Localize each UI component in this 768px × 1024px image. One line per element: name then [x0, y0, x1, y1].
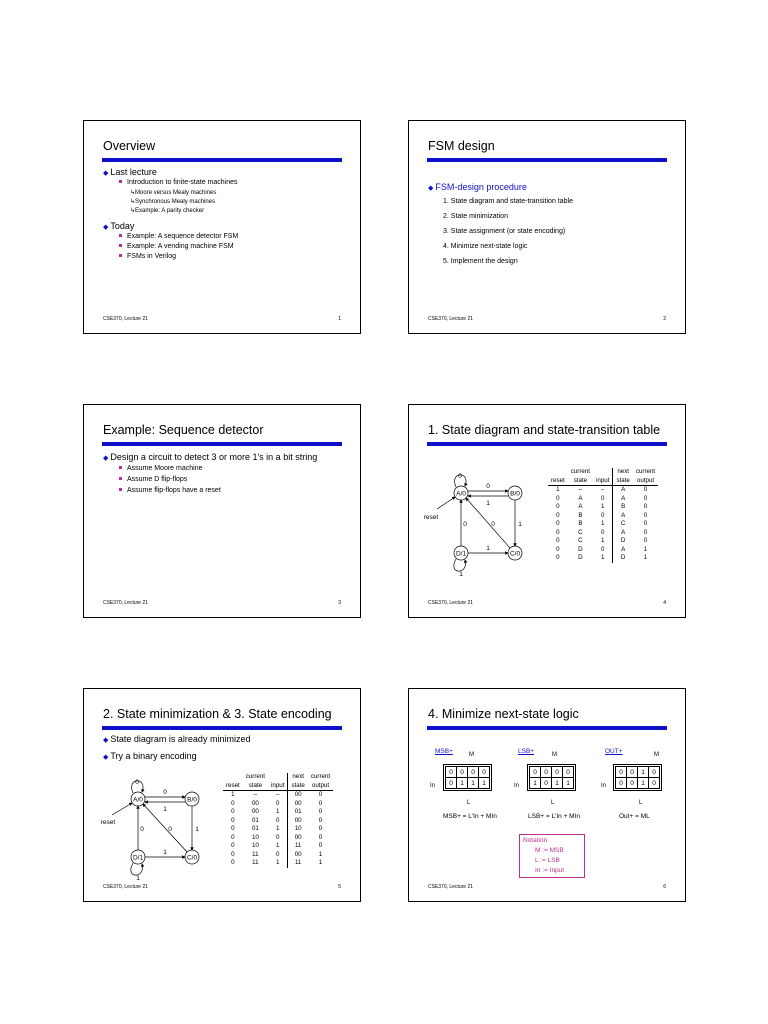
header-cell: [548, 468, 568, 477]
table-cell: 0: [318, 833, 323, 841]
table-cell: 00: [288, 851, 308, 860]
state-D: D/1: [455, 550, 467, 558]
slide-title: 2. State minimization & 3. State encoding: [103, 707, 332, 721]
slide-next-state-logic: [408, 688, 686, 902]
table-cell: 0: [231, 833, 235, 841]
header-cell: state: [613, 477, 633, 486]
table-cell: 11: [288, 842, 308, 851]
bullet-text: Example: A vending machine FSM: [127, 243, 234, 250]
bullet-text: Assume D flip-flops: [127, 476, 188, 483]
table-cell: 01: [251, 825, 259, 832]
table-row: [223, 800, 333, 809]
header-cell: next: [613, 468, 633, 477]
sub-sub-bullet: [130, 207, 204, 214]
header-cell: state: [288, 782, 308, 791]
table-cell: 0: [601, 528, 605, 536]
sub-bullet: [119, 233, 238, 240]
bullet-procedure: [428, 182, 527, 192]
table-cell: 10: [251, 842, 259, 849]
table-row: [223, 859, 333, 868]
table-cell: 0: [643, 494, 648, 502]
step-item: 4. Minimize next-state logic: [443, 243, 528, 250]
table-cell: 0: [318, 808, 323, 815]
kmap-cell: 0: [616, 767, 627, 778]
transition-label: 0: [140, 826, 144, 833]
header-cell: state: [568, 477, 593, 486]
transition-label: 0: [163, 789, 167, 796]
table-cell: 0: [556, 494, 560, 502]
diamond-bullet-icon: ◆: [103, 737, 109, 744]
slide-state-encoding: [83, 688, 361, 902]
table-cell: B: [578, 511, 583, 519]
table-cell: 1: [601, 537, 605, 544]
diamond-bullet-icon: ◆: [428, 185, 434, 192]
title-rule: [427, 158, 667, 162]
transition-label: 1: [136, 875, 140, 882]
kmap-cell: 0: [446, 767, 457, 778]
kmap-label-in: In: [430, 783, 436, 789]
table-cell: 0: [231, 825, 235, 832]
title-rule: [102, 158, 342, 162]
table-cell: D: [578, 554, 583, 561]
kmap-label-in: In: [514, 783, 520, 789]
kmap-label-l: L: [467, 800, 471, 806]
table-cell: 0: [601, 511, 605, 519]
kmap-label-l: L: [639, 800, 643, 806]
kmap-cell: 0: [552, 767, 563, 778]
kmap-msb: [443, 764, 492, 791]
table-cell: 1: [318, 850, 323, 858]
table-cell: 01: [251, 816, 259, 824]
transition-label: 1: [486, 500, 490, 507]
slide-title: 4. Minimize next-state logic: [428, 707, 579, 721]
table-cell: 0: [556, 545, 560, 553]
table-cell: 0: [556, 528, 560, 536]
table-cell: C: [578, 537, 583, 544]
table-cell: C: [613, 520, 633, 529]
table-cell: –: [601, 486, 605, 493]
transition-label: 0: [486, 483, 490, 490]
header-cell: [268, 773, 288, 782]
bullet-text: Example: A sequence detector FSM: [127, 233, 239, 240]
kmap-msb-title: MSB+: [435, 748, 453, 755]
kmap-cell: 0: [563, 767, 574, 778]
square-bullet-icon: [119, 488, 122, 491]
table-cell: 11: [288, 859, 308, 868]
table-cell: A: [613, 529, 633, 538]
transition-label: 1: [195, 826, 199, 833]
table-cell: 00: [288, 834, 308, 843]
table-cell: B: [613, 503, 633, 512]
kmap-cell: 0: [649, 767, 660, 778]
table-cell: 0: [276, 816, 280, 824]
bullet-text: Last lecture: [110, 167, 157, 177]
step-item: 1. State diagram and state-transition table: [443, 198, 573, 205]
bullet-today: [103, 221, 134, 231]
page-number: 1: [338, 316, 341, 322]
header-cell: current: [310, 773, 331, 780]
header-cell: [593, 468, 613, 477]
kmap-out-title: OUT+: [605, 748, 623, 755]
table-cell: 11: [252, 859, 259, 866]
table-row: [223, 808, 333, 817]
bullet-binary: [103, 751, 197, 761]
table-row: [223, 817, 333, 826]
table-cell: 11: [252, 850, 259, 858]
bullet-text: Today: [110, 221, 135, 231]
slide-footer: CSE370, Lecture 21: [103, 884, 149, 890]
header-cell: reset: [223, 782, 243, 791]
bullet-text: Design a circuit to detect 3 or more 1's in a bit string: [110, 452, 318, 462]
header-cell: reset: [548, 477, 568, 486]
kmap-equation: LSB+ = L'In + MIn: [528, 813, 581, 820]
table-cell: 1: [276, 859, 280, 866]
table-cell: 01: [288, 808, 308, 817]
table-cell: 0: [556, 511, 560, 519]
transition-label: 0: [463, 521, 467, 528]
table-cell: 0: [556, 554, 560, 561]
table-cell: 0: [643, 486, 648, 493]
kmap-cell: 1: [638, 778, 649, 789]
table-cell: 1: [556, 486, 560, 493]
page-number: 5: [338, 884, 341, 890]
notation-line: L := LSB: [535, 857, 560, 864]
reset-label: reset: [100, 819, 116, 826]
kmap-cell: 1: [552, 778, 563, 789]
kmap-equation: MSB+ = L'In + MIn: [443, 813, 497, 820]
state-B: B/0: [510, 490, 520, 498]
sub-bullet: [119, 243, 234, 250]
slide-title: Example: Sequence detector: [103, 423, 264, 437]
table-cell: 0: [231, 808, 235, 815]
table-cell: 0: [318, 791, 323, 798]
kmap-cell: 1: [479, 778, 490, 789]
step-item: 2. State minimization: [443, 213, 508, 220]
table-cell: 00: [288, 817, 308, 826]
kmap-equation: Out+ = ML: [619, 813, 650, 820]
table-header-row: [223, 782, 333, 791]
slide-footer: CSE370, Lecture 21: [428, 316, 474, 322]
header-cell: output: [308, 782, 333, 791]
transition-label: 1: [163, 806, 167, 813]
header-cell: [223, 773, 243, 782]
state-diagram: [96, 771, 226, 889]
table-cell: 0: [318, 842, 323, 849]
page-number: 3: [338, 600, 341, 606]
table-body: [548, 486, 658, 563]
square-bullet-icon: [119, 477, 122, 480]
table-cell: A: [578, 494, 583, 502]
table-cell: 10: [251, 833, 259, 841]
table-cell: 0: [231, 850, 235, 858]
bullet-text: Try a binary encoding: [110, 751, 197, 761]
header-cell: current: [570, 468, 591, 475]
slide-title: FSM design: [428, 139, 495, 153]
table-cell: 00: [288, 800, 308, 809]
table-cell: 0: [556, 520, 560, 527]
table-row: [223, 825, 333, 834]
transition-label: 1: [486, 545, 490, 552]
sub-bullet: [119, 465, 202, 472]
bullet-text: Synchronous Mealy machines: [135, 199, 216, 205]
table-header-row: [548, 477, 658, 486]
state-D: D/1: [132, 854, 144, 862]
table-row: [548, 537, 658, 546]
state-diagram: [419, 463, 549, 583]
sub-bullet: [119, 487, 221, 494]
state-transition-table: [548, 468, 658, 563]
table-row: [223, 834, 333, 843]
transition-label: 1: [459, 571, 463, 578]
table-cell: 10: [288, 825, 308, 834]
kmap-cell: 0: [530, 767, 541, 778]
table-cell: 00: [288, 791, 308, 800]
bullet-text: Introduction to finite-state machines: [127, 179, 238, 186]
slide-overview: [83, 120, 361, 334]
bullet-minimized: [103, 734, 250, 744]
header-cell: current: [635, 468, 656, 475]
arrow-bullet-icon: ↳: [130, 199, 136, 205]
table-cell: 00: [251, 808, 259, 815]
square-bullet-icon: [119, 244, 122, 247]
table-cell: 0: [643, 537, 648, 544]
encoded-transition-table: [223, 773, 333, 868]
kmap-label-l: L: [551, 800, 555, 806]
page-number: 6: [663, 884, 666, 890]
notation-title: Notation: [523, 837, 548, 844]
table-cell: A: [613, 486, 633, 495]
table-cell: 0: [276, 850, 280, 858]
table-row: [548, 520, 658, 529]
table-row: [548, 529, 658, 538]
sub-bullet: [119, 476, 187, 483]
state-A: A/0: [456, 490, 466, 498]
transition-label: 0: [491, 521, 495, 528]
slide-footer: CSE370, Lecture 21: [103, 600, 149, 606]
notation-box: [519, 834, 585, 878]
table-body: [223, 791, 333, 868]
header-cell: next: [288, 773, 308, 782]
table-cell: 0: [643, 520, 648, 527]
kmap-cell: 1: [530, 778, 541, 789]
title-rule: [427, 442, 667, 446]
kmap-cell: 0: [479, 767, 490, 778]
diamond-bullet-icon: ◆: [103, 455, 109, 462]
transition-label: 1: [163, 849, 167, 856]
table-cell: A: [613, 546, 633, 555]
title-rule: [102, 726, 342, 730]
sub-bullet: [119, 253, 176, 260]
bullet-text: Moore versus Mealy machines: [135, 190, 217, 196]
state-A: A/0: [133, 796, 143, 804]
kmap-cell: 0: [616, 778, 627, 789]
kmap-cell: 1: [468, 778, 479, 789]
bullet-main: [103, 452, 317, 462]
sub-sub-bullet: [130, 198, 215, 205]
table-cell: 0: [276, 833, 280, 841]
table-cell: D: [613, 537, 633, 546]
page-number: 4: [663, 600, 666, 606]
table-cell: 0: [643, 528, 648, 536]
slide-state-diagram: [408, 404, 686, 618]
kmap-cell: 1: [457, 778, 468, 789]
transition-label: 0: [168, 826, 172, 833]
kmap-lsb-title: LSB+: [518, 748, 535, 755]
table-cell: 0: [231, 842, 235, 849]
table-cell: 1: [643, 545, 648, 553]
diamond-bullet-icon: ◆: [103, 170, 109, 177]
kmap-label-m: M: [469, 752, 474, 758]
table-cell: 1: [643, 554, 648, 561]
table-cell: –: [276, 791, 280, 798]
bullet-text: State diagram is already minimized: [110, 734, 251, 744]
table-cell: 0: [556, 537, 560, 544]
kmap-cell: 0: [627, 767, 638, 778]
table-cell: 0: [643, 511, 648, 519]
kmap-cell: 0: [541, 767, 552, 778]
kmap-cell: 1: [638, 767, 649, 778]
table-row: [548, 546, 658, 555]
header-cell: output: [633, 477, 658, 486]
state-C: C/0: [186, 854, 198, 862]
kmap-lsb: [527, 764, 576, 791]
square-bullet-icon: [119, 234, 122, 237]
table-cell: A: [613, 512, 633, 521]
sub-bullet: [119, 179, 238, 186]
table-cell: B: [578, 520, 583, 527]
slide-title: 1. State diagram and state-transition table: [428, 423, 661, 437]
table-cell: 1: [276, 825, 280, 832]
title-rule: [102, 442, 342, 446]
table-row: [223, 842, 333, 851]
table-row: [548, 503, 658, 512]
table-cell: 0: [318, 799, 323, 807]
bullet-text: FSMs in Verilog: [127, 253, 177, 260]
step-item: 5. Implement the design: [443, 258, 518, 265]
title-rule: [427, 726, 667, 730]
bullet-text: Assume Moore machine: [127, 465, 203, 472]
table-cell: 0: [601, 494, 605, 502]
kmap-cell: 0: [627, 778, 638, 789]
table-cell: 1: [318, 859, 323, 866]
slide-sequence-detector: [83, 404, 361, 618]
kmap-cell: 1: [563, 778, 574, 789]
kmap-cell: 0: [446, 778, 457, 789]
transition-label: 0: [135, 779, 139, 786]
reset-label: reset: [423, 514, 439, 521]
table-cell: 0: [318, 825, 323, 832]
table-cell: 1: [601, 503, 605, 510]
kmap-label-m: M: [654, 752, 659, 758]
header-cell: input: [593, 477, 613, 486]
square-bullet-icon: [119, 254, 122, 257]
header-cell: state: [243, 782, 268, 791]
table-row: [223, 791, 333, 800]
table-cell: 0: [318, 816, 323, 824]
bullet-text: FSM-design procedure: [435, 182, 527, 192]
table-row: [548, 512, 658, 521]
table-cell: 1: [276, 808, 280, 815]
table-cell: A: [578, 503, 583, 510]
sub-sub-bullet: [130, 189, 216, 196]
arrow-bullet-icon: ↳: [130, 190, 136, 196]
table-header-row: [548, 468, 658, 477]
bullet-last-lecture: [103, 167, 157, 177]
bullet-text: Assume flip-flops have a reset: [127, 487, 221, 494]
table-cell: 0: [231, 816, 235, 824]
header-cell: input: [268, 782, 288, 791]
table-row: [548, 486, 658, 495]
transition-label: 1: [518, 521, 522, 528]
table-cell: 0: [231, 859, 235, 866]
notation-line: M := MSB: [535, 847, 564, 854]
kmap-label-in: In: [601, 783, 607, 789]
table-cell: 0: [556, 503, 560, 510]
state-C: C/0: [509, 550, 521, 558]
table-cell: 0: [601, 545, 605, 553]
slide-footer: CSE370, Lecture 21: [428, 600, 474, 606]
arrow-bullet-icon: ↳: [130, 208, 136, 214]
table-cell: C: [578, 528, 583, 536]
header-cell: current: [245, 773, 266, 780]
bullet-text: Example: A parity checker: [135, 208, 205, 214]
table-cell: 1: [601, 520, 605, 527]
diamond-bullet-icon: ◆: [103, 224, 109, 231]
table-cell: A: [613, 495, 633, 504]
table-row: [548, 495, 658, 504]
kmap-out: [613, 764, 662, 791]
diamond-bullet-icon: ◆: [103, 754, 109, 761]
table-header-row: [223, 773, 333, 782]
notation-line: In := Input: [535, 867, 565, 874]
kmap-cell: 0: [649, 778, 660, 789]
table-cell: D: [613, 554, 633, 563]
square-bullet-icon: [119, 180, 122, 183]
kmap-label-m: M: [552, 752, 557, 758]
slide-fsm-design: [408, 120, 686, 334]
table-row: [223, 851, 333, 860]
table-cell: –: [253, 791, 258, 798]
table-cell: –: [578, 486, 583, 493]
table-cell: 00: [251, 799, 259, 807]
transition-label: 0: [458, 473, 462, 480]
page-number: 2: [663, 316, 666, 322]
table-cell: 0: [231, 799, 235, 807]
step-item: 3. State assignment (or state encoding): [443, 228, 566, 235]
kmap-cell: 0: [457, 767, 468, 778]
slide-footer: CSE370, Lecture 21: [103, 316, 149, 322]
table-cell: 1: [231, 791, 235, 798]
table-cell: D: [578, 545, 583, 553]
slide-title: Overview: [103, 139, 156, 153]
kmap-cell: 0: [541, 778, 552, 789]
slide-footer: CSE370, Lecture 21: [428, 884, 474, 890]
square-bullet-icon: [119, 466, 122, 469]
table-row: [548, 554, 658, 563]
table-cell: 1: [276, 842, 280, 849]
table-cell: 1: [601, 554, 605, 561]
table-cell: 0: [643, 503, 648, 510]
kmap-cell: 0: [468, 767, 479, 778]
state-B: B/0: [187, 796, 197, 804]
table-cell: 0: [276, 799, 280, 807]
